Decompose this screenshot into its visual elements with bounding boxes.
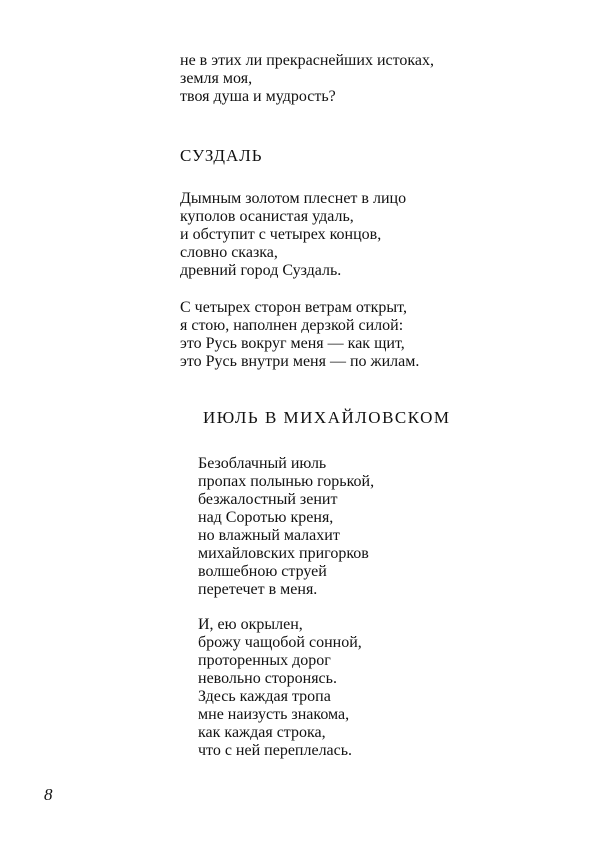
poem-line: твоя душа и мудрость? [180,88,336,105]
poem-line: земля моя, [180,70,253,87]
suzdal-stanza-2 [180,299,419,371]
poem-line: невольно сторонясь. [198,670,337,687]
poem-line: пропах полынью горькой, [198,473,375,490]
poem-line: михайловских пригорков [198,545,369,562]
poem-title-july: ИЮЛЬ В МИХАЙЛОВСКОМ [203,408,451,427]
poem-line: древний город Суздаль. [180,262,342,279]
poem-line: волшебною струей [198,563,327,580]
poem-line: над Соротью креня, [198,509,334,526]
poem-line: И, ею окрылен, [198,616,303,633]
poem-line: безжалостный зенит [198,491,338,508]
page-number: 8 [44,785,53,804]
poem-line: перетечет в меня. [198,581,318,598]
poem-line: и обступит с четырех концов, [180,226,382,243]
poem-line: что с ней переплелась. [198,742,353,759]
poem-line: брожу чащобой сонной, [198,634,362,651]
poem-line: С четырех сторон ветрам открыт, [180,299,407,316]
poem-title-suzdal: СУЗДАЛЬ [180,146,263,165]
poem-line: Здесь каждая тропа [198,688,331,705]
poem-line: Безоблачный июль [198,455,327,472]
intro-stanza [180,52,434,106]
poem-line: куполов осанистая удаль, [180,208,354,225]
poem-line: но влажный малахит [198,527,340,544]
suzdal-stanza-1 [180,190,406,280]
poem-line: я стою, наполнен дерзкой силой: [180,317,404,334]
poem-line: мне наизусть знакома, [198,706,350,723]
poem-line: это Русь внутри меня — по жилам. [180,353,420,370]
poem-line: это Русь вокруг меня — как щит, [180,335,405,352]
july-stanza-2 [198,616,362,760]
poem-line: словно сказка, [180,244,278,261]
poem-line: как каждая строка, [198,724,326,741]
poem-line: не в этих ли прекраснейших истоках, [180,52,435,69]
poem-line: проторенных дорог [198,652,331,669]
poem-line: Дымным золотом плеснет в лицо [180,190,407,207]
july-stanza-1 [198,455,374,599]
